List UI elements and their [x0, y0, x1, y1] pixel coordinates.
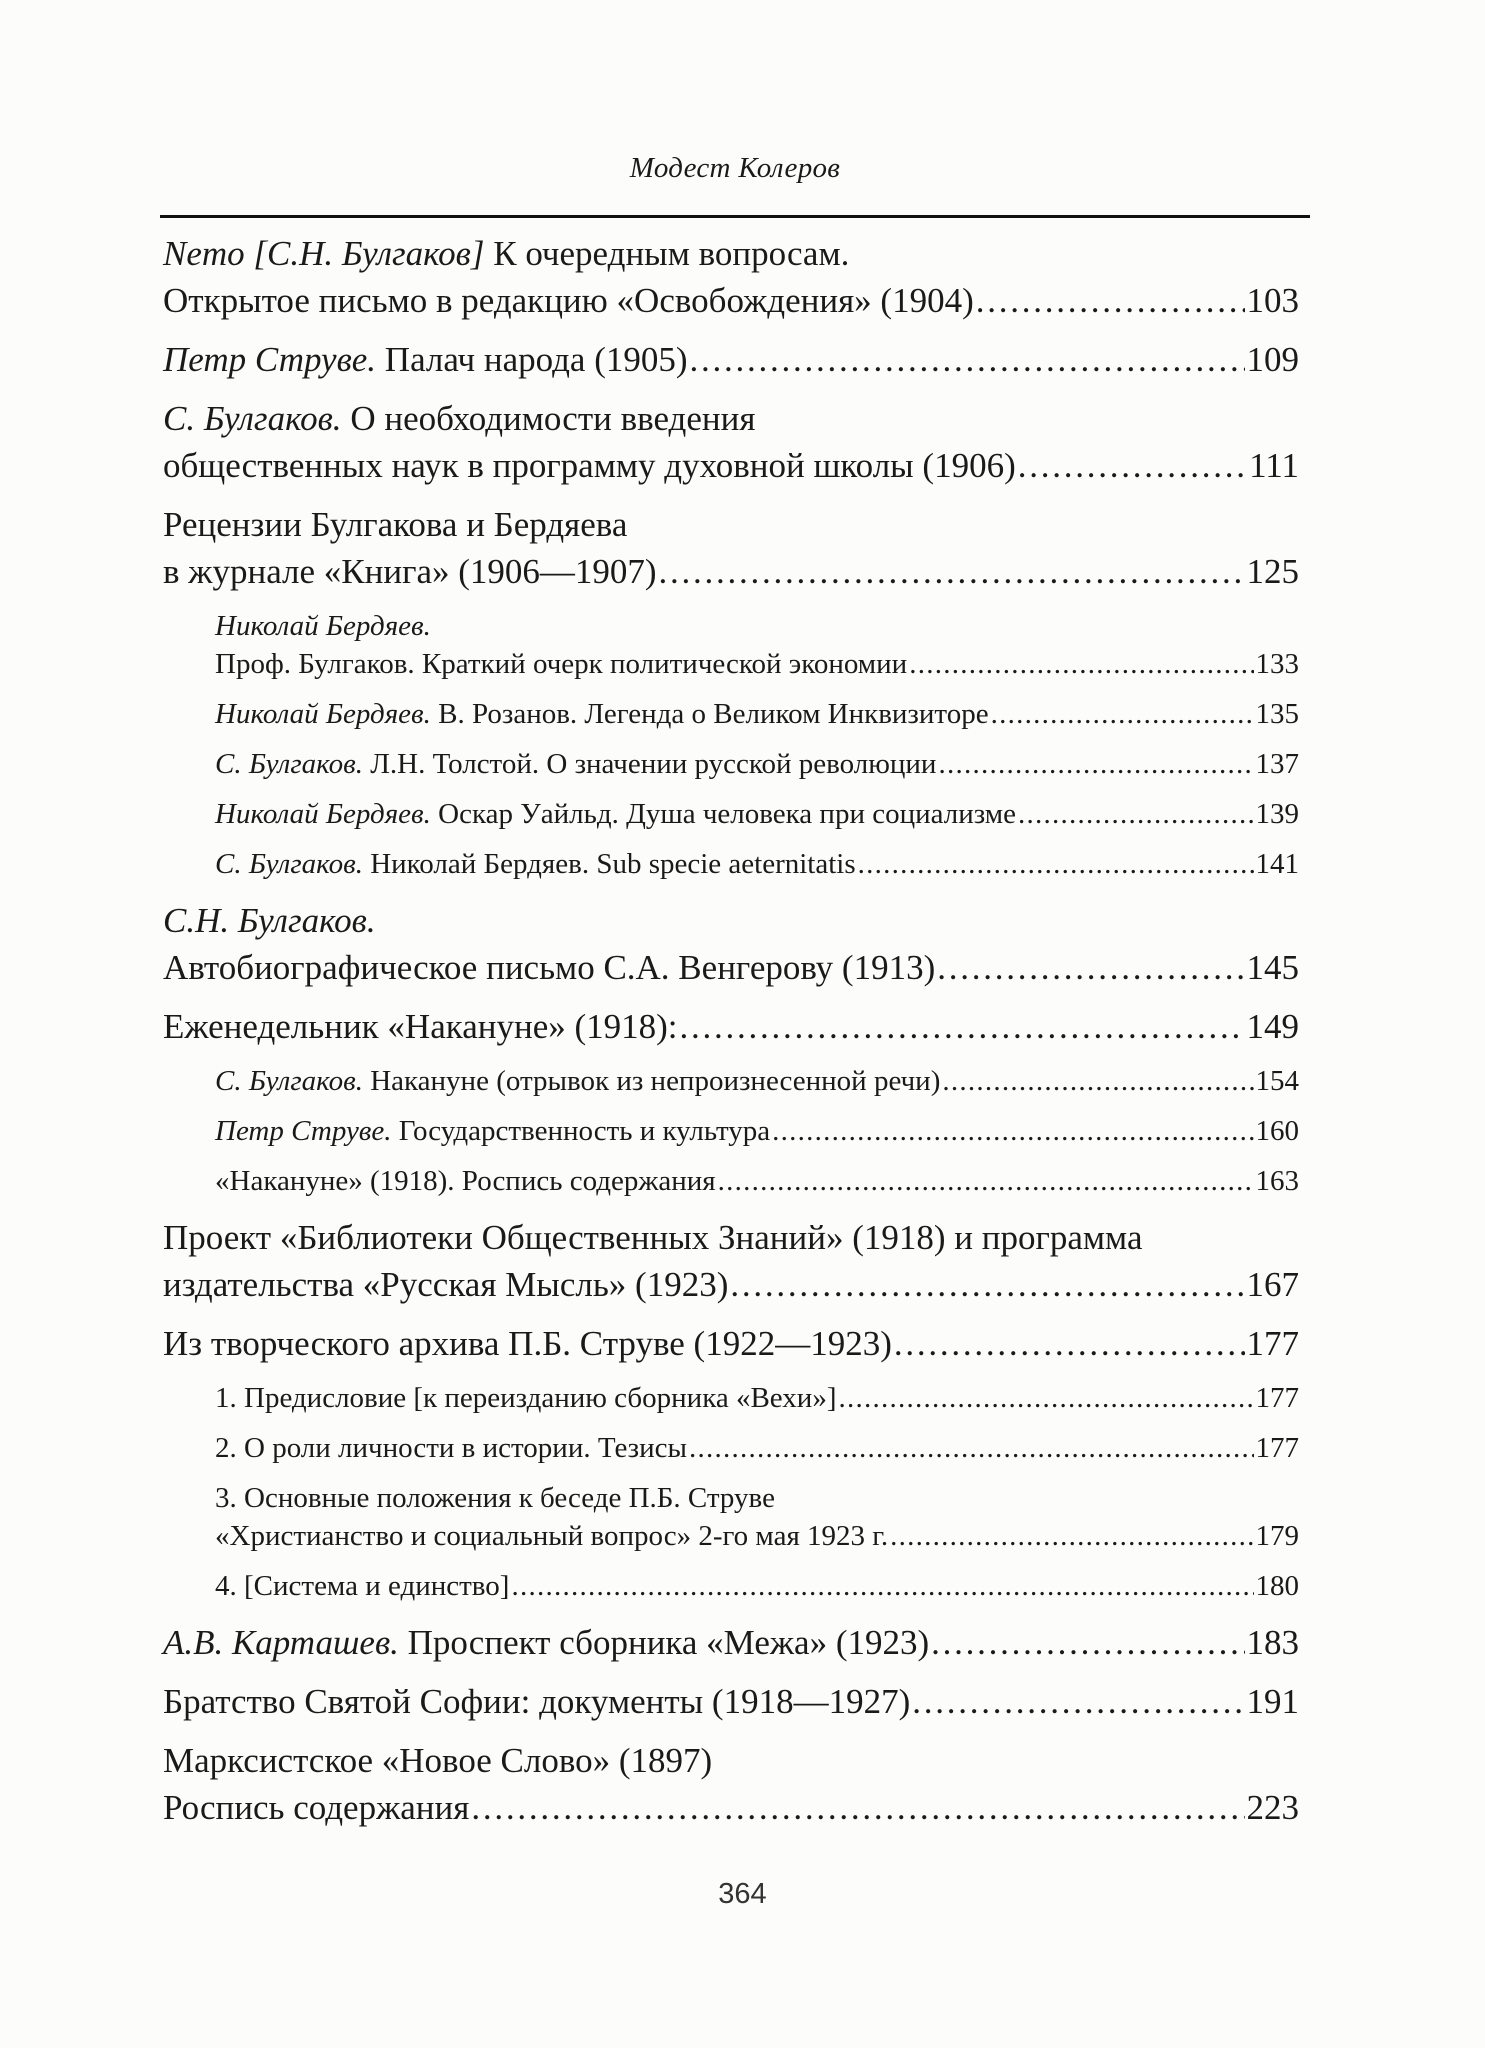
toc-page: 177 [1255, 1432, 1299, 1464]
toc-title: «Накануне» (1918). Роспись содержания [215, 1165, 716, 1197]
toc-page: 163 [1255, 1165, 1299, 1197]
toc-page: 223 [1246, 1788, 1299, 1827]
toc-title: Автобиографическое письмо С.А. Венгерову (1913) [163, 948, 936, 987]
toc-page: 177 [1255, 1382, 1299, 1414]
toc-title: Роспись содержания [163, 1788, 470, 1827]
toc-author: Петр Струве. [215, 1115, 392, 1147]
toc-page: 109 [1246, 340, 1299, 379]
toc-entry [163, 230, 1299, 324]
toc-page: 167 [1246, 1265, 1299, 1304]
toc-author: А.В. Карташев. [163, 1623, 399, 1662]
dot-leader [890, 1517, 1253, 1555]
dot-leader [1018, 442, 1247, 489]
toc-page: 160 [1255, 1115, 1299, 1147]
toc-page: 103 [1246, 281, 1299, 320]
toc-author: С. Булгаков. [163, 399, 342, 438]
toc-subentry [215, 1162, 1299, 1200]
toc-title: 3. Основные положения к беседе П.Б. Струве [215, 1482, 775, 1514]
dot-leader [680, 1003, 1245, 1050]
toc-title: 2. О роли личности в истории. Тезисы [215, 1432, 688, 1464]
toc-subentry [215, 695, 1299, 733]
header-rule [160, 215, 1310, 218]
toc-title: Из творческого архива П.Б. Струве (1922—1923) [163, 1324, 892, 1363]
toc-title: Л.Н. Толстой. О значении русской революции [362, 748, 937, 780]
toc-author: Николай Бердяев. [215, 698, 431, 730]
toc-subentry [215, 607, 1299, 683]
toc-subentry [215, 1062, 1299, 1100]
dot-leader [471, 1784, 1244, 1831]
toc-author: Nemo [С.Н. Булгаков] [163, 234, 485, 273]
toc-subentry [215, 1112, 1299, 1150]
dot-leader [976, 277, 1245, 324]
toc-author: С. Булгаков. [215, 748, 363, 780]
page-number: 364 [718, 1878, 767, 1910]
dot-leader [938, 745, 1253, 783]
toc-entry [163, 1678, 1299, 1725]
toc-subentry [215, 795, 1299, 833]
toc-title: К очередным вопросам. [484, 234, 850, 273]
toc-subentry [215, 1429, 1299, 1467]
toc-title: Николай Бердяев. Sub specie aeternitatis [362, 848, 856, 880]
toc-title: Проект «Библиотеки Общественных Знаний» (1918) и программа [163, 1218, 1143, 1257]
toc-author: С. Булгаков. [215, 1065, 363, 1097]
toc-title: Палач народа (1905) [376, 340, 688, 379]
toc-subentry [215, 1567, 1299, 1605]
toc-entry [163, 501, 1299, 595]
dot-leader [894, 1320, 1245, 1367]
dot-leader [718, 1162, 1254, 1200]
dot-leader [912, 1678, 1244, 1725]
toc-author: Петр Струве. [163, 340, 377, 379]
toc-title: Братство Святой Софии: документы (1918—1927) [163, 1682, 911, 1721]
toc-title: Рецензии Булгакова и Бердяева [163, 505, 628, 544]
toc-title: Марксистское «Новое Слово» (1897) [163, 1741, 713, 1780]
toc-page: 179 [1255, 1520, 1299, 1552]
toc-page: 154 [1255, 1065, 1299, 1097]
toc-title: 1. Предисловие [к переизданию сборника «Вехи»] [215, 1382, 837, 1414]
toc-entry [163, 1214, 1299, 1308]
toc-title: общественных наук в программу духовной школы (1906) [163, 446, 1016, 485]
dot-leader [511, 1567, 1253, 1605]
dot-leader [991, 695, 1254, 733]
dot-leader [659, 548, 1245, 595]
toc-page: 145 [1246, 948, 1299, 987]
toc-entry [163, 1619, 1299, 1666]
toc-title: Открытое письмо в редакцию «Освобождения» (1904) [163, 281, 974, 320]
toc-title: в журнале «Книга» (1906—1907) [163, 552, 657, 591]
toc-title: издательства «Русская Мысль» (1923) [163, 1265, 729, 1304]
toc-subentry [215, 745, 1299, 783]
dot-leader [931, 1619, 1244, 1666]
toc-page: 139 [1255, 798, 1299, 830]
toc-title: О необходимости введения [341, 399, 756, 438]
toc-author: Николай Бердяев. [215, 798, 431, 830]
toc-entry [163, 395, 1299, 489]
dot-leader [772, 1112, 1253, 1150]
dot-leader [909, 645, 1253, 683]
toc-title: 4. [Система и единство] [215, 1570, 510, 1602]
toc-subentry [215, 845, 1299, 883]
toc-subentry [215, 1379, 1299, 1417]
dot-leader [942, 1062, 1253, 1100]
toc-page: 111 [1249, 446, 1299, 485]
toc-subentry [215, 1479, 1299, 1555]
toc-page: 125 [1246, 552, 1299, 591]
toc-page: 191 [1246, 1682, 1299, 1721]
toc-title: «Христианство и социальный вопрос» 2-го мая 1923 г. [215, 1520, 889, 1552]
toc-author: С. Булгаков. [215, 848, 363, 880]
dot-leader [838, 1379, 1253, 1417]
toc-entry [163, 1003, 1299, 1050]
dot-leader [1018, 795, 1253, 833]
toc-author: Николай Бердяев. [215, 610, 431, 642]
toc-title: Накануне (отрывок из непроизнесенной речи) [362, 1065, 941, 1097]
toc-page: 177 [1246, 1324, 1299, 1363]
toc-entry [163, 336, 1299, 383]
toc-page: 133 [1255, 648, 1299, 680]
dot-leader [689, 1429, 1253, 1467]
toc-title: Государственность и культура [391, 1115, 771, 1147]
toc-author: С.Н. Булгаков. [163, 901, 376, 940]
dot-leader [858, 845, 1254, 883]
toc-page: 141 [1255, 848, 1299, 880]
toc-entry [163, 1737, 1299, 1831]
toc-title: В. Розанов. Легенда о Великом Инквизиторе [430, 698, 989, 730]
toc-page: 149 [1246, 1007, 1299, 1046]
toc-page: 180 [1255, 1570, 1299, 1602]
toc-page: 183 [1246, 1623, 1299, 1662]
toc-title: Еженедельник «Накануне» (1918): [163, 1007, 678, 1046]
toc-page: 137 [1255, 748, 1299, 780]
toc-title: Оскар Уайльд. Душа человека при социализме [430, 798, 1017, 830]
dot-leader [730, 1261, 1244, 1308]
toc-page: 135 [1255, 698, 1299, 730]
toc-title: Проспект сборника «Межа» (1923) [398, 1623, 930, 1662]
table-of-contents [163, 230, 1299, 1843]
toc-entry [163, 1320, 1299, 1367]
running-head: Модест Колеров [629, 152, 841, 184]
dot-leader [937, 944, 1244, 991]
toc-title: Проф. Булгаков. Краткий очерк политической экономии [215, 648, 908, 680]
dot-leader [690, 336, 1245, 383]
toc-entry [163, 897, 1299, 991]
